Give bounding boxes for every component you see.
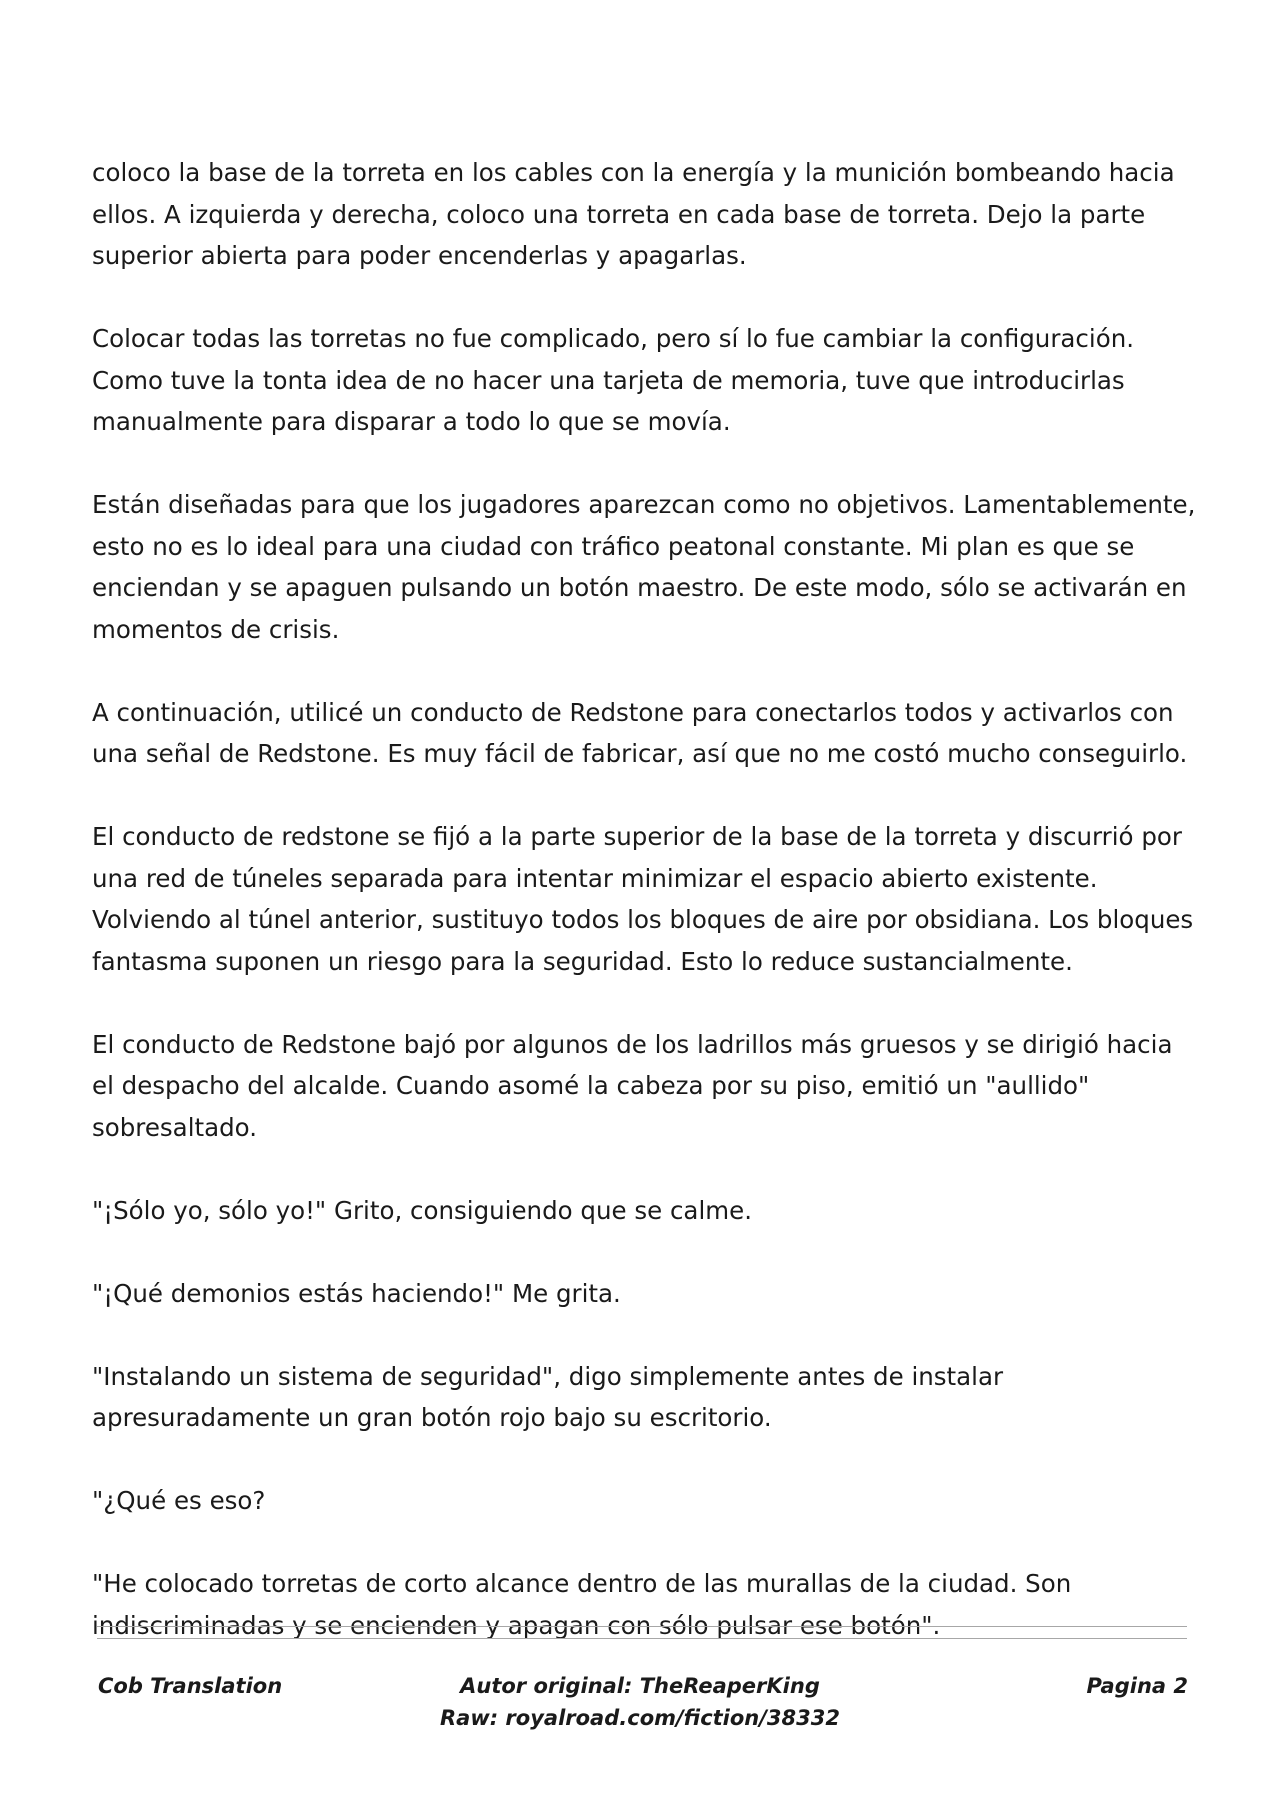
paragraph-10: "¿Qué es eso? <box>92 1486 266 1515</box>
footer-original-author: Autor original: TheReaperKing <box>460 1674 820 1698</box>
paragraph-9: "Instalando un sistema de seguridad", digo simplemente antes de instalar apresuradamente un gran botón rojo bajo su escritorio. <box>92 1361 1004 1432</box>
footer-credits <box>340 1670 940 1734</box>
footer-translator: Cob Translation <box>98 1674 283 1698</box>
paragraph-11: "He colocado torretas de corto alcance dentro de las murallas de la ciudad. Son indiscriminadas y se encienden y apagan con sólo pulsar ese botón". <box>92 1569 1072 1640</box>
paragraph-8: "¡Qué demonios estás haciendo!" Me grita. <box>92 1278 621 1308</box>
footer-raw-source: Raw: royalroad.com/fiction/38332 <box>439 1706 840 1730</box>
footer-divider-bottom <box>97 1638 1187 1639</box>
paragraph-7: "¡Sólo yo, sólo yo!" Grito, consiguiendo que se calme. <box>92 1195 752 1225</box>
paragraph-1: coloco la base de la torreta en los cables con la energía y la munición bombeando hacia ellos. A izquierda y derecha, coloco una torreta en cada base de torreta. Dejo la parte superior abierta para poder encenderlas y apagarlas. <box>92 158 1175 270</box>
paragraph-2: Colocar todas las torretas no fue complicado, pero sí lo fue cambiar la configuración. Como tuve la tonta idea de no hacer una tarjeta de memoria, tuve que introducirlas manualmente para disparar a todo lo que se movía. <box>92 324 1135 436</box>
paragraph-5: El conducto de redstone se fijó a la parte superior de la base de la torreta y discurrió por una red de túneles separada para intentar minimizar el espacio abierto existente. Volviendo al túnel anterior, sustituyo todos los bloques de aire por obsidiana. Los bloques fantasma suponen un riesgo para la seguridad. Esto lo reduce sustancialmente. <box>92 822 1194 976</box>
body-text <box>92 152 1202 1688</box>
footer-divider-top <box>97 1626 1187 1627</box>
paragraph-6: El conducto de Redstone bajó por algunos de los ladrillos más gruesos y se dirigió hacia el despacho del alcalde. Cuando asomé la cabeza por su piso, emitió un "aullido" sobresaltado. <box>92 1029 1173 1142</box>
paragraph-3: Están diseñadas para que los jugadores aparezcan como no objetivos. Lamentablemente, esto no es lo ideal para una ciudad con tráfico peatonal constante. Mi plan es que se enciendan y se apaguen pulsando un botón maestro. De este modo, sólo se activarán en momentos de crisis. <box>92 490 1196 644</box>
footer-page-number: Pagina 2 <box>1086 1674 1188 1698</box>
paragraph-4: A continuación, utilicé un conducto de Redstone para conectarlos todos y activarlos con una señal de Redstone. Es muy fácil de fabricar, así que no me costó mucho conseguirlo. <box>92 697 1188 768</box>
